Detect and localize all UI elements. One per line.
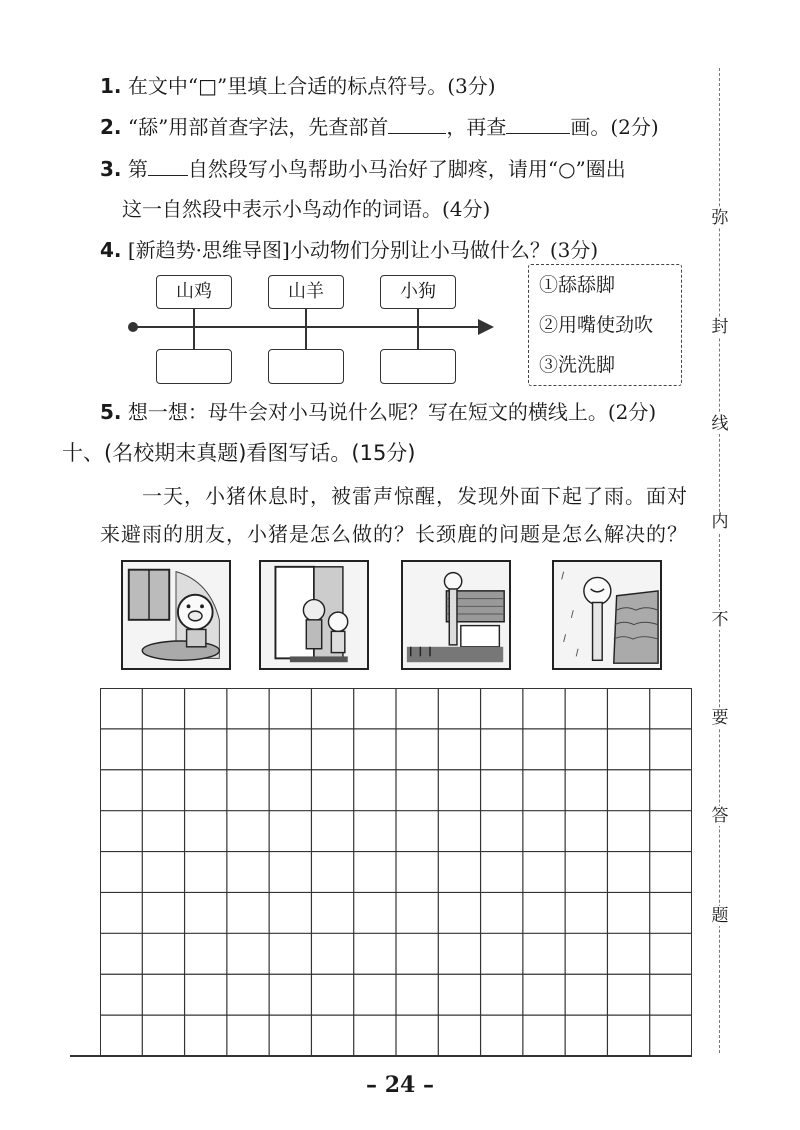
arrow-right-icon — [478, 319, 494, 335]
question-number: 4. — [100, 238, 122, 262]
question-4 — [100, 236, 598, 264]
seal-char: 封 — [711, 317, 729, 337]
answer-box-1[interactable] — [156, 349, 232, 384]
question-text: [新趋势·思维导图]小动物们分别让小马做什么？(3分) — [127, 238, 599, 262]
seal-char: 要 — [711, 708, 729, 728]
node-shanji: 山鸡 — [156, 275, 232, 309]
prompt-line-2: 来避雨的朋友，小猪是怎么做的？长颈鹿的问题是怎么解决的？ — [100, 522, 688, 546]
bottom-rule — [70, 1055, 692, 1057]
options-box — [528, 264, 682, 386]
connector-line — [417, 306, 419, 350]
question-3 — [100, 155, 626, 183]
giraffe-at-window-icon — [401, 560, 511, 670]
question-1 — [100, 72, 496, 100]
question-2 — [100, 113, 659, 141]
question-text: 在文中“□”里填上合适的标点符号。(3分) — [127, 74, 496, 98]
answer-blank[interactable] — [148, 155, 188, 176]
giraffe-under-roof-icon — [552, 560, 662, 670]
answer-box-3[interactable] — [380, 349, 456, 384]
connector-line — [305, 306, 307, 350]
question-3-line2: 这一自然段中表示小鸟动作的词语。(4分) — [122, 197, 491, 221]
question-text: 自然段写小鸟帮助小马治好了脚疼，请用“○”圈出 — [187, 157, 626, 181]
question-number: 3. — [100, 157, 122, 181]
answer-blank[interactable] — [388, 113, 446, 134]
option-1: ①舔舔脚 — [539, 274, 616, 296]
prompt-line-1: 一天，小猪休息时，被雷声惊醒，发现外面下起了雨。面对 — [142, 484, 688, 508]
friends-at-door-icon — [259, 560, 369, 670]
answer-box-2[interactable] — [268, 349, 344, 384]
page-number: – 24 – — [366, 1072, 434, 1098]
option-2: ②用嘴使劲吹 — [539, 314, 654, 336]
section-heading: 十、(名校期末真题)看图写话。(15分) — [62, 441, 416, 465]
seal-char: 不 — [711, 610, 729, 630]
connector-line — [193, 306, 195, 350]
writing-grid[interactable] — [100, 688, 692, 1056]
seal-char: 答 — [711, 806, 729, 826]
question-text: 画。(2分) — [570, 115, 659, 139]
seal-char: 题 — [711, 906, 729, 926]
seal-char: 线 — [711, 414, 729, 434]
node-shanyang: 山羊 — [268, 275, 344, 309]
question-text: “舔”用部首查字法，先查部首 — [127, 115, 389, 139]
question-number: 2. — [100, 115, 122, 139]
option-3: ③洗洗脚 — [539, 354, 616, 376]
answer-blank[interactable] — [506, 113, 570, 134]
node-xiaogou: 小狗 — [380, 275, 456, 309]
question-text: 想一想：母牛会对小马说什么呢？写在短文的横线上。(2分) — [127, 400, 657, 424]
question-text: ，再查 — [446, 115, 507, 139]
question-number: 1. — [100, 74, 122, 98]
question-number: 5. — [100, 400, 122, 424]
pig-waking-icon — [121, 560, 231, 670]
seal-char: 内 — [711, 512, 729, 532]
timeline-axis — [133, 326, 478, 328]
question-5 — [100, 398, 656, 426]
seal-char: 弥 — [711, 208, 729, 228]
question-text: 第 — [127, 157, 148, 181]
